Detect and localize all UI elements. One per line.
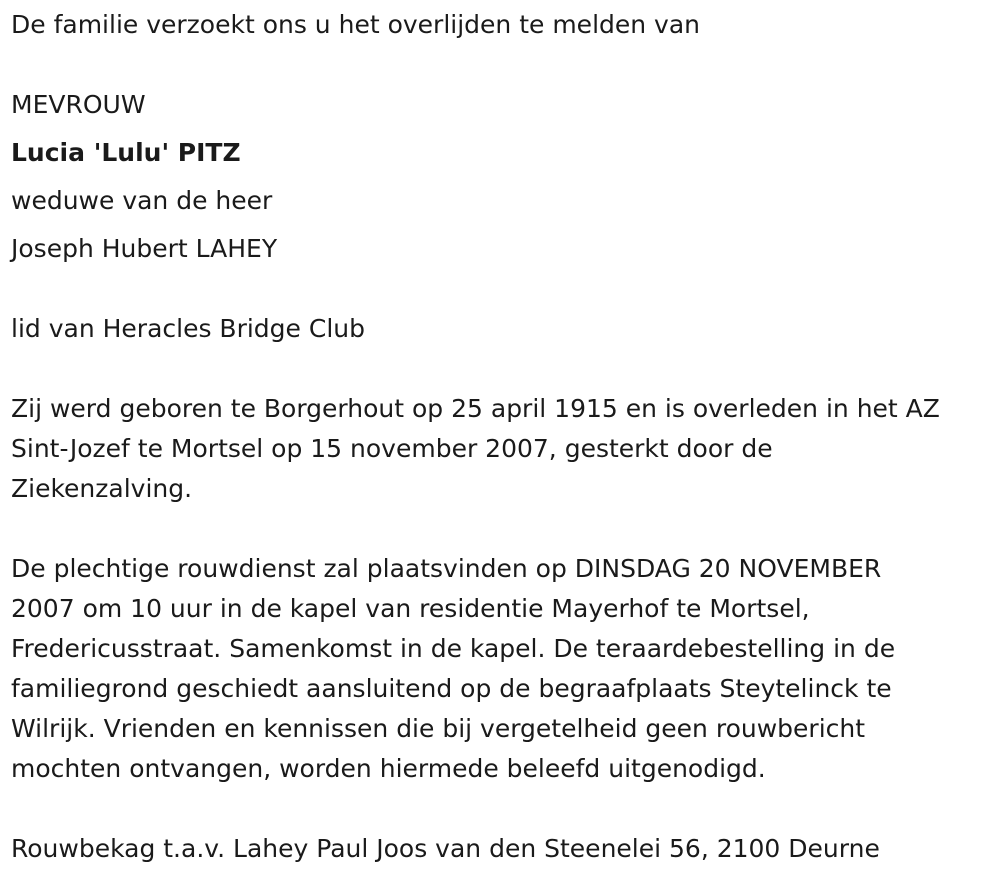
paragraph-line: 2007 om 10 uur in de kapel van residentie Mayerhof te Mortsel, [11, 594, 810, 623]
membership-text: lid van Heracles Bridge Club [11, 314, 365, 343]
spouse-name: Joseph Hubert LAHEY [11, 234, 278, 263]
condolence-address: Rouwbekag t.a.v. Lahey Paul Joos van den Steenelei 56, 2100 Deurne [11, 834, 880, 863]
intro-text: De familie verzoekt ons u het overlijden te melden van [11, 10, 701, 39]
deceased-name: Lucia 'Lulu' PITZ [11, 138, 241, 167]
title-prefix: MEVROUW [11, 90, 146, 119]
relation-text: weduwe van de heer [11, 186, 273, 215]
service-paragraph [11, 549, 996, 789]
paragraph-line: Zij werd geboren te Borgerhout op 25 april 1915 en is overleden in het AZ [11, 394, 940, 423]
paragraph-line: mochten ontvangen, worden hiermede beleefd uitgenodigd. [11, 754, 766, 783]
paragraph-line: Fredericusstraat. Samenkomst in de kapel. De teraardebestelling in de [11, 634, 896, 663]
birth-death-paragraph [11, 389, 996, 509]
paragraph-line: Ziekenzalving. [11, 474, 193, 503]
paragraph-line: Sint-Jozef te Mortsel op 15 november 2007, gesterkt door de [11, 434, 773, 463]
paragraph-line: Wilrijk. Vrienden en kennissen die bij vergetelheid geen rouwbericht [11, 714, 866, 743]
paragraph-line: familiegrond geschiedt aansluitend op de begraafplaats Steytelinck te [11, 674, 892, 703]
paragraph-line: De plechtige rouwdienst zal plaatsvinden op DINSDAG 20 NOVEMBER [11, 554, 882, 583]
